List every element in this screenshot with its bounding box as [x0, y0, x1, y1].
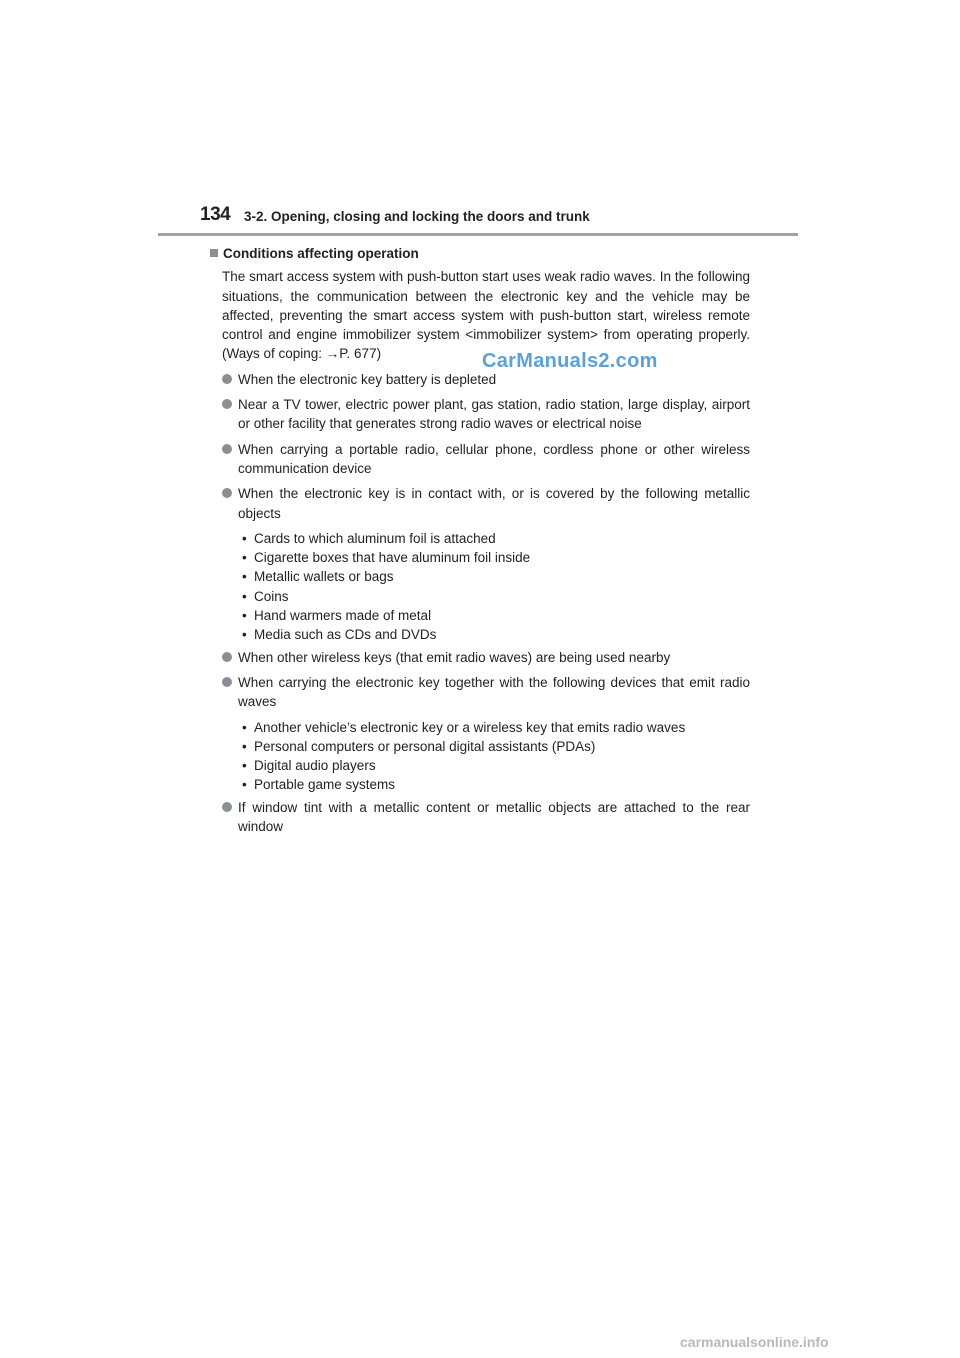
- sub-list-item: • Another vehicle’s electronic key or a wireless key that emits radio waves: [242, 719, 686, 735]
- sub-list-item: • Cards to which aluminum foil is attached: [242, 530, 496, 546]
- footer-watermark: carmanualsonline.info: [680, 1334, 829, 1350]
- intro-paragraph: The smart access system with push-button start uses weak radio waves. In the following situations, the communication between the electronic key and the vehicle may be affected, preventing the smart access system with push-button start, wireless remote control and engine immobilizer system <immobilizer system> from operating properly. (Ways of coping: →P. 677): [222, 269, 750, 362]
- page-number: 134: [200, 204, 231, 225]
- circle-bullet-icon: [222, 374, 232, 384]
- bullet-text: When the electronic key is in contact with, or is covered by the following metallic objects: [238, 486, 750, 521]
- list-item: [222, 370, 750, 389]
- sub-list-item: • Personal computers or personal digital assistants (PDAs): [242, 738, 596, 754]
- list-item: [222, 798, 750, 837]
- circle-bullet-icon: [222, 802, 232, 812]
- sub-list-item: • Metallic wallets or bags: [242, 569, 394, 585]
- bullet-text: If window tint with a metallic content or metallic objects are attached to the rear window: [238, 799, 750, 835]
- sub-list-item: • Portable game systems: [242, 777, 396, 793]
- circle-bullet-icon: [222, 444, 232, 454]
- list-item: [222, 440, 750, 479]
- list-item: [222, 484, 750, 523]
- bullet-text: When the electronic key battery is depleted: [238, 371, 497, 387]
- list-item: [222, 648, 750, 667]
- list-item: [222, 395, 750, 434]
- radio-devices-list: [222, 718, 750, 795]
- header-divider: [158, 233, 798, 236]
- square-bullet-icon: [210, 249, 218, 257]
- circle-bullet-icon: [222, 399, 232, 409]
- sub-list-item: • Hand warmers made of metal: [242, 608, 432, 624]
- bullet-text: When other wireless keys (that emit radio waves) are being used nearby: [238, 649, 671, 665]
- sub-list-item: • Cigarette boxes that have aluminum foil inside: [242, 550, 531, 566]
- bullet-text: Near a TV tower, electric power plant, gas station, radio station, large display, airport or other facility that generates strong radio waves or electrical noise: [238, 397, 750, 432]
- sub-list-item: • Media such as CDs and DVDs: [242, 627, 437, 643]
- section-heading: [210, 244, 738, 263]
- bullet-text: When carrying the electronic key together with the following devices that emit radio waves: [238, 674, 750, 710]
- bullet-text: When carrying a portable radio, cellular phone, cordless phone or other wireless communication device: [238, 441, 750, 476]
- circle-bullet-icon: [222, 652, 232, 662]
- metallic-objects-list: [222, 529, 750, 645]
- sub-list-item: • Coins: [242, 588, 289, 604]
- circle-bullet-icon: [222, 677, 232, 687]
- heading-text: Conditions affecting operation: [223, 246, 419, 261]
- circle-bullet-icon: [222, 488, 232, 498]
- section-title: 3-2. Opening, closing and locking the doors and trunk: [244, 209, 590, 224]
- main-content: [222, 244, 750, 842]
- list-item: [222, 673, 750, 712]
- sub-list-item: • Digital audio players: [242, 758, 376, 774]
- page-header: [200, 204, 800, 234]
- watermark-logo: CarManuals2.com: [482, 350, 658, 372]
